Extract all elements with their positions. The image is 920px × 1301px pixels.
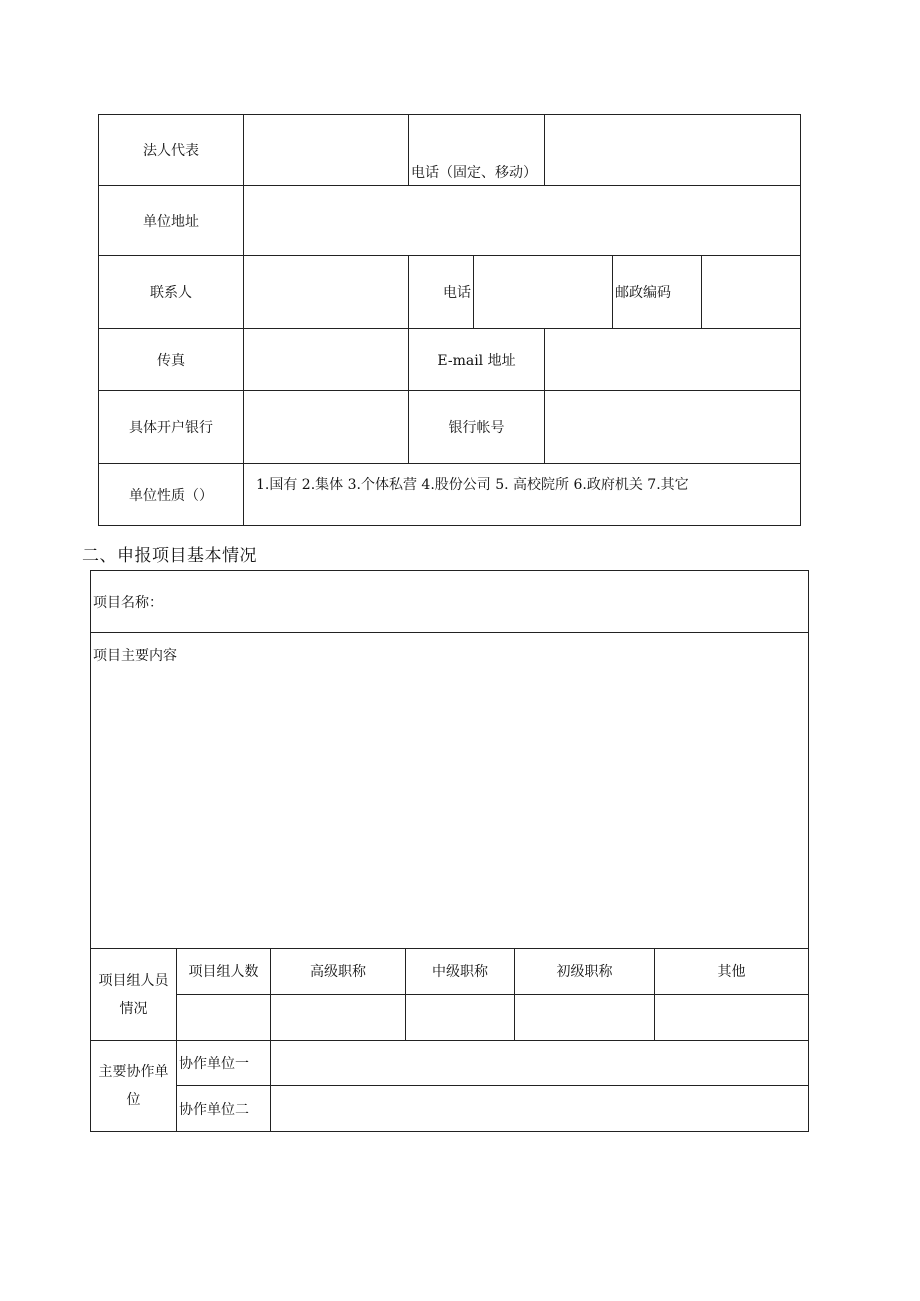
coop-unit2-label: 协作单位二: [177, 1086, 271, 1131]
email-field[interactable]: [545, 329, 800, 391]
middle-title-field[interactable]: [406, 995, 515, 1041]
phone-fixed-mobile-field[interactable]: [545, 115, 800, 186]
email-label: E-mail 地址: [409, 329, 545, 391]
bank-account-label: 银行帐号: [409, 391, 545, 464]
contact-field[interactable]: [244, 256, 409, 329]
project-members-label-line2: 情况: [119, 1000, 148, 1017]
fax-label: 传真: [99, 329, 244, 391]
project-members-label: [91, 949, 177, 1041]
coop-unit1-label: 协作单位一: [177, 1041, 271, 1086]
member-count-field[interactable]: [177, 995, 271, 1041]
unit-info-table: [98, 114, 801, 526]
project-info-table: [90, 570, 809, 1132]
project-members-label-line1: 项目组人员: [98, 972, 169, 989]
middle-title-label: 中级职称: [406, 949, 515, 995]
phone-field[interactable]: [474, 256, 613, 329]
fax-field[interactable]: [244, 329, 409, 391]
project-content-label[interactable]: 项目主要内容: [91, 633, 808, 949]
legal-rep-label: 法人代表: [99, 115, 244, 186]
postcode-label: 邮政编码: [613, 256, 702, 329]
unit-address-field[interactable]: [244, 186, 800, 256]
unit-nature-label: 单位性质（）: [99, 464, 244, 525]
project-name-label[interactable]: 项目名称：: [91, 571, 808, 633]
senior-title-label: 高级职称: [271, 949, 406, 995]
bank-field[interactable]: [244, 391, 409, 464]
unit-address-label: 单位地址: [99, 186, 244, 256]
bank-label: 具体开户银行: [99, 391, 244, 464]
coop-unit1-field[interactable]: [271, 1041, 808, 1086]
coop-unit2-field[interactable]: [271, 1086, 808, 1131]
senior-title-field[interactable]: [271, 995, 406, 1041]
section-heading: 二、申报项目基本情况: [82, 546, 257, 566]
postcode-field[interactable]: [702, 256, 800, 329]
other-field[interactable]: [655, 995, 808, 1041]
contact-label: 联系人: [99, 256, 244, 329]
other-label: 其他: [655, 949, 808, 995]
coop-units-label: 主要协作单位: [91, 1041, 177, 1131]
legal-rep-field[interactable]: [244, 115, 409, 186]
bank-account-field[interactable]: [545, 391, 800, 464]
unit-nature-options[interactable]: 1.国有 2.集体 3.个体私营 4.股份公司 5. 高校院所 6.政府机关 7.其它: [256, 477, 689, 493]
junior-title-field[interactable]: [515, 995, 655, 1041]
phone-label: 电话: [409, 256, 474, 329]
phone-fixed-mobile-label: 电话（固定、移动）: [409, 115, 545, 186]
member-count-label: 项目组人数: [177, 949, 271, 995]
junior-title-label: 初级职称: [515, 949, 655, 995]
